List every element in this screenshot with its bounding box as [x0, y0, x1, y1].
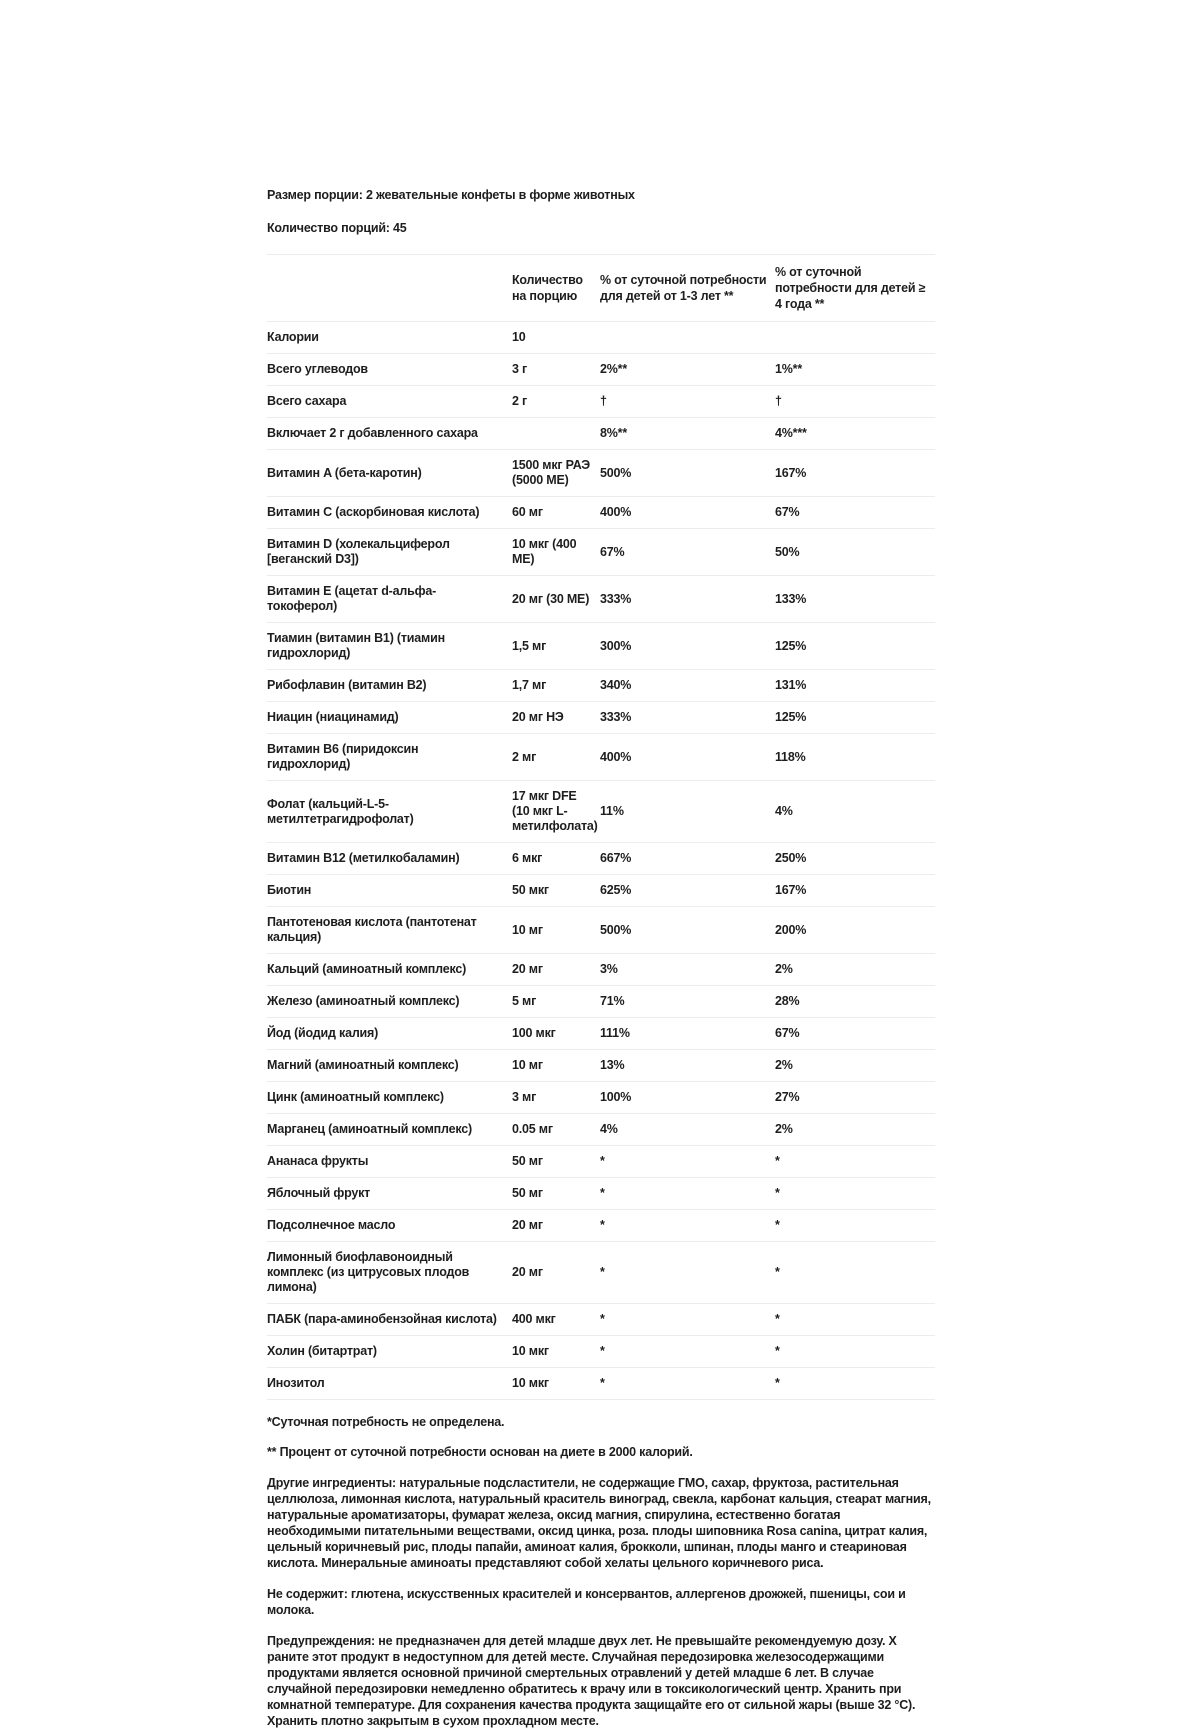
servings-per-container-line: Количество порций: 45 [267, 221, 407, 235]
nutrient-name: Калории [267, 330, 319, 344]
free-from-paragraph: Не содержит: глютена, искусственных красителей и консервантов, аллергенов дрожжей, пшеницы, сои и молока. [267, 1587, 906, 1617]
nutrient-name: Яблочный фрукт [267, 1186, 371, 1200]
nutrient-daily-value-1-3: 100% [600, 1090, 632, 1104]
table-row [267, 906, 935, 953]
nutrient-daily-value-4plus: 2% [775, 1122, 793, 1136]
nutrient-name: Витамин C (аскорбиновая кислота) [267, 505, 480, 519]
nutrient-name: Витамин B12 (метилкобаламин) [267, 851, 460, 865]
table-row [267, 1081, 935, 1113]
nutrient-amount: 50 мкг [512, 883, 549, 897]
nutrient-amount: 20 мг НЭ [512, 710, 564, 724]
nutrient-name: Йод (йодид калия) [267, 1026, 379, 1040]
nutrient-name: Ананаса фрукты [267, 1154, 369, 1168]
nutrient-daily-value-1-3: 71% [600, 994, 625, 1008]
nutrient-daily-value-4plus: 200% [775, 922, 807, 937]
table-row [267, 1209, 935, 1241]
nutrient-daily-value-1-3: 11% [600, 804, 624, 818]
nutrient-daily-value-4plus: * [775, 1376, 780, 1390]
nutrient-daily-value-1-3: 4% [600, 1122, 618, 1136]
nutrient-amount: 10 мкг (400 МЕ) [512, 537, 577, 566]
table-row [267, 1113, 935, 1145]
nutrient-name: Витамин A (бета-каротин) [267, 465, 422, 480]
nutrient-amount: 17 мкг DFE (10 мкг L-метилфолата) [512, 789, 598, 833]
nutrient-amount: 50 мг [512, 1186, 543, 1200]
nutrient-daily-value-1-3: 500% [600, 922, 632, 937]
table-row [267, 417, 935, 449]
table-row [267, 1017, 935, 1049]
column-header-amount-per-serving: Количество на порцию [512, 273, 583, 303]
nutrient-daily-value-4plus: * [775, 1186, 780, 1200]
nutrient-daily-value-1-3: 13% [600, 1058, 625, 1072]
nutrient-amount: 20 мг (30 МЕ) [512, 591, 590, 606]
table-row [267, 701, 935, 733]
nutrient-daily-value-1-3: 67% [600, 544, 625, 559]
table-body [267, 321, 935, 1400]
nutrient-amount: 400 мкг [512, 1312, 556, 1326]
table-row [267, 622, 935, 669]
nutrient-daily-value-4plus: 67% [775, 505, 800, 519]
nutrient-daily-value-1-3: * [600, 1344, 605, 1358]
nutrient-daily-value-4plus: * [775, 1344, 780, 1358]
nutrient-daily-value-4plus: 2% [775, 962, 793, 976]
nutrient-amount: 1,5 мг [512, 638, 547, 653]
serving-size-line: Размер порции: 2 жевательные конфеты в форме животных [267, 188, 635, 202]
nutrient-name: Включает 2 г добавленного сахара [267, 426, 478, 440]
table-row [267, 1241, 935, 1303]
table-row [267, 353, 935, 385]
table-header-row [267, 254, 935, 321]
nutrient-daily-value-1-3: 333% [600, 591, 632, 606]
nutrient-daily-value-4plus: 50% [775, 544, 800, 559]
nutrient-daily-value-4plus: 4% [775, 804, 793, 818]
nutrient-daily-value-4plus: 27% [775, 1090, 800, 1104]
table-row [267, 1303, 935, 1335]
nutrient-amount: 2 г [512, 394, 528, 408]
nutrient-daily-value-4plus: * [775, 1154, 780, 1168]
table-row [267, 1335, 935, 1367]
nutrient-amount: 10 мкг [512, 1344, 549, 1358]
nutrient-daily-value-1-3: * [600, 1376, 605, 1390]
table-row [267, 1049, 935, 1081]
nutrient-daily-value-4plus: 167% [775, 465, 807, 480]
nutrient-amount: 10 мг [512, 1058, 543, 1072]
nutrient-daily-value-4plus: 125% [775, 710, 807, 724]
nutrient-daily-value-1-3: * [600, 1186, 605, 1200]
nutrient-amount: 6 мкг [512, 851, 543, 865]
nutrition-facts-table [267, 254, 935, 1400]
table-row [267, 733, 935, 780]
nutrient-daily-value-4plus: 131% [775, 678, 807, 692]
nutrient-name: Магний (аминоатный комплекс) [267, 1058, 459, 1072]
nutrient-daily-value-4plus: 4%*** [775, 426, 807, 440]
nutrient-daily-value-4plus: 2% [775, 1058, 793, 1072]
nutrient-name: Фолат (кальций-L-5-метилтетрагидрофолат) [267, 796, 414, 826]
nutrient-amount: 1,7 мг [512, 678, 547, 692]
nutrient-name: Холин (битартрат) [267, 1344, 377, 1358]
nutrient-amount: 3 г [512, 362, 528, 376]
nutrient-daily-value-4plus: 250% [775, 851, 807, 865]
nutrient-daily-value-1-3 [600, 330, 775, 346]
nutrient-daily-value-4plus: † [775, 394, 782, 408]
nutrient-daily-value-1-3: 111% [600, 1026, 630, 1040]
nutrient-amount: 20 мг [512, 962, 543, 976]
nutrient-name: Железо (аминоатный комплекс) [267, 994, 460, 1008]
nutrient-daily-value-1-3: * [600, 1265, 605, 1279]
nutrient-name: Лимонный биофлавоноидный комплекс (из цитрусовых плодов лимона) [267, 1250, 470, 1294]
column-header-daily-value-1-3: % от суточной потребности для детей от 1-3 лет ** [600, 273, 767, 303]
column-header-nutrient [267, 279, 512, 297]
nutrient-amount: 5 мг [512, 994, 537, 1008]
nutrient-amount: 100 мкг [512, 1026, 556, 1040]
nutrient-daily-value-1-3: 2%** [600, 362, 627, 376]
nutrient-daily-value-4plus: 167% [775, 883, 807, 897]
nutrient-amount: 10 [512, 330, 526, 344]
nutrient-daily-value-4plus: 125% [775, 638, 807, 653]
nutrient-amount: 0.05 мг [512, 1122, 553, 1136]
nutrient-amount: 10 мкг [512, 1376, 549, 1390]
other-ingredients-paragraph: Другие ингредиенты: натуральные подсластители, не содержащие ГМО, сахар, фруктоза, растительная целлюлоза, лимонная кислота, натуральный краситель виноград, свекла, карбонат кальция, стеарат магния, натуральные ароматизаторы, фумарат железа, оксид магния, спирулина, естественно богатая необходимыми питательными веществами, оксид цинка, роза. плоды шиповника Rosa canina, цитрат калия, цельный коричневый рис, плоды папайи, аминоат калия, брокколи, шпинан, плоды манго и стеариновая кислота. Минеральные аминоаты представляют собой хелаты цельного коричневого риса. [267, 1476, 931, 1570]
nutrient-name: Цинк (аминоатный комплекс) [267, 1090, 444, 1104]
table-row [267, 1177, 935, 1209]
column-header-daily-value-4plus: % от суточной потребности для детей ≥ 4 года ** [775, 265, 926, 311]
nutrient-name: Всего сахара [267, 394, 347, 408]
table-row [267, 985, 935, 1017]
footnote-percent-dv-basis: ** Процент от суточной потребности основан на диете в 2000 калорий. [267, 1445, 693, 1459]
table-row [267, 1145, 935, 1177]
table-row [267, 496, 935, 528]
nutrient-amount: 60 мг [512, 505, 543, 519]
table-row [267, 874, 935, 906]
nutrient-amount: 2 мг [512, 749, 537, 764]
nutrient-amount: 1500 мкг РАЭ (5000 МЕ) [512, 458, 590, 487]
nutrient-daily-value-4plus: 118% [775, 749, 806, 764]
nutrient-name: Рибофлавин (витамин B2) [267, 678, 427, 692]
nutrient-daily-value-1-3: 500% [600, 465, 632, 480]
nutrient-amount: 3 мг [512, 1090, 537, 1104]
nutrient-name: Тиамин (витамин B1) (тиамин гидрохлорид) [267, 631, 445, 660]
nutrient-daily-value-1-3: * [600, 1312, 605, 1326]
table-row [267, 321, 935, 353]
nutrient-daily-value-1-3: † [600, 394, 607, 408]
nutrient-daily-value-1-3: 667% [600, 851, 632, 865]
nutrient-name: Витамин D (холекальциферол [веганский D3]) [267, 537, 450, 566]
table-row [267, 953, 935, 985]
nutrient-amount: 10 мг [512, 922, 543, 937]
table-row [267, 780, 935, 842]
nutrient-daily-value-1-3: 400% [600, 505, 632, 519]
nutrient-daily-value-1-3: * [600, 1218, 605, 1232]
nutrient-amount: 20 мг [512, 1218, 543, 1232]
table-row [267, 449, 935, 496]
nutrient-daily-value-1-3: 400% [600, 749, 632, 764]
nutrient-daily-value-1-3: * [600, 1154, 605, 1168]
supplement-facts-panel [267, 188, 935, 1729]
table-row [267, 385, 935, 417]
nutrient-daily-value-4plus: * [775, 1312, 780, 1326]
table-row [267, 842, 935, 874]
nutrient-name: Марганец (аминоатный комплекс) [267, 1122, 472, 1136]
nutrient-daily-value-1-3: 333% [600, 710, 632, 724]
nutrient-daily-value-1-3: 3% [600, 962, 618, 976]
nutrient-name: Биотин [267, 883, 312, 897]
nutrient-name: Подсолнечное масло [267, 1218, 396, 1232]
nutrient-amount: 50 мг [512, 1154, 543, 1168]
table-row [267, 528, 935, 575]
nutrient-amount: 20 мг [512, 1265, 543, 1279]
nutrient-daily-value-4plus: * [775, 1218, 780, 1232]
nutrient-daily-value-4plus: 1%** [775, 362, 802, 376]
nutrient-daily-value-4plus [775, 330, 935, 346]
nutrient-name: Пантотеновая кислота (пантотенат кальция) [267, 915, 477, 944]
nutrient-name: Ниацин (ниацинамид) [267, 710, 399, 724]
nutrient-daily-value-1-3: 625% [600, 883, 632, 897]
table-row [267, 669, 935, 701]
nutrient-daily-value-4plus: 28% [775, 994, 800, 1008]
nutrient-name: ПАБК (пара-аминобензойная кислота) [267, 1312, 497, 1326]
nutrient-name: Кальций (аминоатный комплекс) [267, 962, 467, 976]
warnings-paragraph: Предупреждения: не предназначен для детей младше двух лет. Не превышайте рекомендуемую дозу. Х раните этот продукт в недоступном для детей месте. Случайная передозировка железосодержащими продуктами является основной причиной смертельных отравлений у детей младше 6 лет. В случае случайной передозировки немедленно обратитесь к врачу или в токсикологический центр. Хранить при комнатной температуре. Для сохранения качества продукта защищайте его от сильной жары (выше 32 °C). Хранить плотно закрытым в сухом прохладном месте. [267, 1634, 916, 1728]
nutrient-name: Витамин E (ацетат d-альфа-токоферол) [267, 584, 437, 613]
nutrient-name: Всего углеводов [267, 362, 368, 376]
nutrient-daily-value-1-3: 340% [600, 678, 632, 692]
nutrient-amount [512, 426, 600, 442]
nutrient-name: Инозитол [267, 1376, 325, 1390]
table-row [267, 575, 935, 622]
nutrient-name: Витамин B6 (пиридоксин гидрохлорид) [267, 742, 419, 771]
nutrient-daily-value-1-3: 300% [600, 638, 632, 653]
footnote-daily-value-not-established: *Суточная потребность не определена. [267, 1415, 505, 1429]
table-row [267, 1367, 935, 1400]
nutrient-daily-value-4plus: * [775, 1265, 780, 1279]
nutrient-daily-value-1-3: 8%** [600, 426, 627, 440]
nutrient-daily-value-4plus: 67% [775, 1026, 800, 1040]
nutrient-daily-value-4plus: 133% [775, 591, 807, 606]
